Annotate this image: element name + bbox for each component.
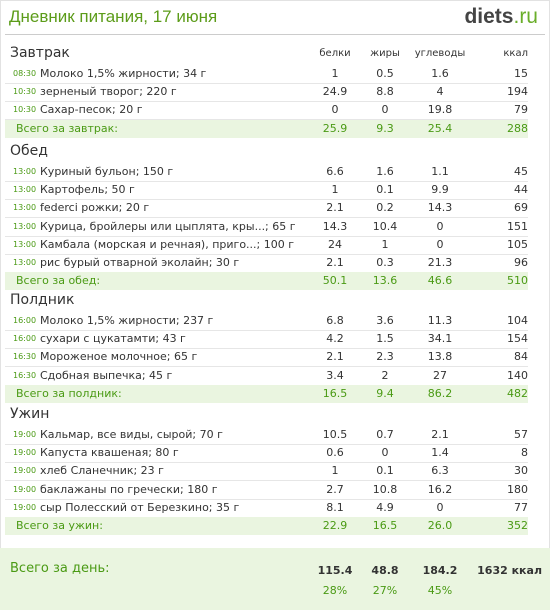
meal-total-row <box>5 385 528 403</box>
day-total-kcal: 1632 ккал <box>477 564 542 577</box>
page-title: Дневник питания, 17 июня <box>9 7 218 26</box>
food-name: Картофель; 50 г <box>40 183 135 197</box>
meal-total-label: Всего за ужин: <box>16 519 103 532</box>
food-row[interactable] <box>5 236 528 255</box>
food-fat: 1 <box>381 237 389 251</box>
food-row[interactable] <box>5 462 528 481</box>
meal-total-carbs: 25.4 <box>427 121 453 135</box>
food-name: Куриный бульон; 150 г <box>40 165 174 178</box>
food-fat: 0.7 <box>376 428 394 441</box>
food-time: 13:00 <box>13 203 37 213</box>
meal-total-fat: 16.5 <box>372 519 398 532</box>
food-carbs: 0 <box>436 500 444 514</box>
food-row[interactable] <box>5 199 528 218</box>
food-time: 19:00 <box>13 502 37 512</box>
food-kcal: 194 <box>507 85 528 99</box>
food-time: 16:30 <box>13 370 37 380</box>
food-fat: 0.3 <box>376 256 394 269</box>
meal-total-row <box>5 517 528 535</box>
food-protein: 6.8 <box>326 314 344 327</box>
food-row[interactable] <box>5 367 528 386</box>
food-kcal: 69 <box>514 201 528 215</box>
food-name: Молоко 1,5% жирности; 237 г <box>40 314 214 327</box>
food-name: баклажаны по гречески; 180 г <box>40 482 218 496</box>
meal-total-protein: 22.9 <box>322 519 348 532</box>
food-carbs: 13.8 <box>427 350 453 364</box>
food-protein: 14.3 <box>322 219 348 233</box>
food-protein: 1 <box>331 464 339 478</box>
food-time: 13:00 <box>13 167 37 176</box>
meal-title-lunch: Обед <box>10 143 48 159</box>
food-time: 10:30 <box>13 87 37 97</box>
food-kcal: 8 <box>521 446 528 460</box>
food-protein: 2.1 <box>326 256 344 269</box>
food-row[interactable] <box>5 481 528 500</box>
food-carbs: 0 <box>436 219 444 233</box>
food-fat: 8.8 <box>376 85 394 99</box>
food-carbs: 1.4 <box>431 446 449 460</box>
day-carbs-percent: 45% <box>427 584 453 597</box>
meal-total-row <box>5 120 528 138</box>
food-kcal: 140 <box>507 368 528 382</box>
meal-total-fat: 9.3 <box>376 121 394 135</box>
meal-title-snack: Полдник <box>10 292 75 308</box>
header-kcal: ккал <box>503 48 528 59</box>
food-time: 13:00 <box>13 221 37 231</box>
food-carbs: 16.2 <box>427 482 453 496</box>
food-name: Курица, бройлеры или цыплята, кры...; 65 г <box>40 219 296 233</box>
food-protein: 1 <box>331 67 339 80</box>
food-carbs: 11.3 <box>427 314 453 327</box>
header-carbs: углеводы <box>414 48 466 59</box>
food-kcal: 96 <box>514 256 528 269</box>
food-row[interactable] <box>5 426 528 445</box>
food-carbs: 19.8 <box>427 103 453 117</box>
food-carbs: 14.3 <box>427 201 453 215</box>
food-fat: 0 <box>381 446 389 460</box>
food-time: 10:30 <box>13 105 37 115</box>
food-kcal: 151 <box>507 219 528 233</box>
meal-total-kcal: 352 <box>507 519 528 532</box>
food-time: 13:00 <box>13 258 37 267</box>
day-protein-percent: 28% <box>322 584 348 597</box>
food-name: Молоко 1,5% жирности; 34 г <box>40 67 207 80</box>
food-fat: 0.5 <box>376 67 394 80</box>
food-kcal: 104 <box>507 314 528 327</box>
food-name: рис бурый отварной эколайн; 30 г <box>40 256 240 269</box>
food-fat: 0.2 <box>376 201 394 215</box>
food-row[interactable] <box>5 254 528 273</box>
meal-total-label: Всего за полдник: <box>16 386 122 400</box>
food-time: 08:30 <box>13 69 37 78</box>
day-fat-percent: 27% <box>372 584 398 597</box>
food-kcal: 84 <box>514 350 528 364</box>
meal-total-kcal: 482 <box>507 386 528 400</box>
food-protein: 0.6 <box>326 446 344 460</box>
food-protein: 1 <box>331 183 339 197</box>
food-carbs: 6.3 <box>431 464 449 478</box>
meal-total-fat: 13.6 <box>372 274 398 288</box>
meal-total-row <box>5 272 528 290</box>
meal-total-carbs: 26.0 <box>427 519 453 532</box>
day-total-fat: 48.8 <box>371 564 399 577</box>
food-carbs: 2.1 <box>431 428 449 441</box>
food-protein: 2.1 <box>326 201 344 215</box>
day-total-protein: 115.4 <box>317 564 353 577</box>
food-name: сухари с цукатамти; 43 г <box>40 332 186 346</box>
meal-total-label: Всего за обед: <box>16 274 101 288</box>
meal-total-protein: 50.1 <box>322 274 348 288</box>
food-row[interactable] <box>5 218 528 237</box>
food-name: хлеб Сланечник; 23 г <box>40 464 164 478</box>
food-name: Мороженое молочное; 65 г <box>40 350 198 364</box>
food-row[interactable] <box>5 312 528 331</box>
food-protein: 2.1 <box>326 350 344 364</box>
day-total-carbs: 184.2 <box>422 564 458 577</box>
food-protein: 24 <box>328 237 342 251</box>
food-time: 19:00 <box>13 484 37 494</box>
food-row[interactable] <box>5 330 528 349</box>
meal-total-kcal: 510 <box>507 274 528 288</box>
logo-main: diets <box>464 5 514 28</box>
food-carbs: 4 <box>436 85 444 99</box>
food-fat: 2.3 <box>376 350 394 364</box>
food-time: 13:00 <box>13 185 37 195</box>
meal-total-fat: 9.4 <box>376 386 394 400</box>
food-kcal: 77 <box>514 500 528 514</box>
header-fat: жиры <box>370 48 400 59</box>
food-carbs: 1.6 <box>431 67 449 80</box>
meal-title-breakfast: Завтрак <box>10 45 70 61</box>
food-row[interactable] <box>5 163 528 182</box>
meal-total-protein: 16.5 <box>322 386 348 400</box>
logo-suffix: .ru <box>513 5 538 28</box>
meal-total-kcal: 288 <box>507 121 528 135</box>
food-kcal: 45 <box>514 165 528 178</box>
food-kcal: 180 <box>507 482 528 496</box>
food-time: 19:00 <box>13 430 37 439</box>
food-kcal: 154 <box>507 332 528 346</box>
food-name: Сахар-песок; 20 г <box>40 103 143 117</box>
food-row[interactable] <box>5 499 528 518</box>
food-fat: 0 <box>381 103 389 117</box>
food-carbs: 34.1 <box>427 332 453 346</box>
food-carbs: 9.9 <box>431 183 449 197</box>
food-protein: 24.9 <box>322 85 348 99</box>
food-fat: 1.5 <box>376 332 394 346</box>
food-name: Кальмар, все виды, сырой; 70 г <box>40 428 223 441</box>
food-fat: 0.1 <box>376 183 394 197</box>
food-fat: 2 <box>381 368 389 382</box>
day-total-label: Всего за день: <box>10 561 110 576</box>
food-carbs: 1.1 <box>431 165 449 178</box>
food-time: 19:00 <box>13 466 37 476</box>
food-name: federci рожки; 20 г <box>40 201 150 215</box>
meal-total-label: Всего за завтрак: <box>16 121 119 135</box>
food-fat: 1.6 <box>376 165 394 178</box>
food-name: зерненый творог; 220 г <box>40 85 177 99</box>
food-row[interactable] <box>5 181 528 200</box>
site-logo[interactable] <box>464 5 538 29</box>
food-name: Капуста квашеная; 80 г <box>40 446 179 460</box>
food-kcal: 105 <box>507 237 528 251</box>
food-protein: 2.7 <box>326 482 344 496</box>
food-protein: 0 <box>331 103 339 117</box>
food-time: 16:30 <box>13 352 37 362</box>
food-name: Камбала (морская и речная), приго...; 100 г <box>40 237 295 251</box>
meal-title-dinner: Ужин <box>10 406 50 422</box>
food-row[interactable] <box>5 444 528 463</box>
meal-total-carbs: 86.2 <box>427 386 453 400</box>
food-protein: 10.5 <box>322 428 348 441</box>
food-protein: 8.1 <box>326 500 344 514</box>
food-protein: 4.2 <box>326 332 344 346</box>
food-time: 19:00 <box>13 448 37 458</box>
food-fat: 3.6 <box>376 314 394 327</box>
food-kcal: 15 <box>514 67 528 80</box>
food-time: 16:00 <box>13 334 37 344</box>
food-carbs: 21.3 <box>427 256 453 269</box>
food-kcal: 57 <box>514 428 528 441</box>
food-row[interactable] <box>5 348 528 367</box>
food-carbs: 0 <box>436 237 444 251</box>
food-fat: 10.8 <box>372 482 398 496</box>
food-row[interactable] <box>5 101 528 120</box>
food-fat: 4.9 <box>376 500 394 514</box>
meal-total-protein: 25.9 <box>322 121 348 135</box>
meal-total-carbs: 46.6 <box>427 274 453 288</box>
food-row[interactable] <box>5 83 528 102</box>
food-name: Сдобная выпечка; 45 г <box>40 368 173 382</box>
food-carbs: 27 <box>433 368 447 382</box>
food-name: сыр Полесский от Березкино; 35 г <box>40 500 240 514</box>
food-fat: 10.4 <box>372 219 398 233</box>
column-headers <box>0 48 550 62</box>
food-protein: 3.4 <box>326 368 344 382</box>
day-total <box>0 548 550 610</box>
food-kcal: 44 <box>514 183 528 197</box>
food-protein: 6.6 <box>326 165 344 178</box>
title-divider <box>5 34 545 35</box>
food-time: 13:00 <box>13 239 37 249</box>
food-kcal: 79 <box>514 103 528 117</box>
food-row[interactable] <box>5 65 528 84</box>
food-kcal: 30 <box>514 464 528 478</box>
food-time: 16:00 <box>13 316 37 325</box>
header-protein: белки <box>319 48 351 59</box>
food-fat: 0.1 <box>376 464 394 478</box>
